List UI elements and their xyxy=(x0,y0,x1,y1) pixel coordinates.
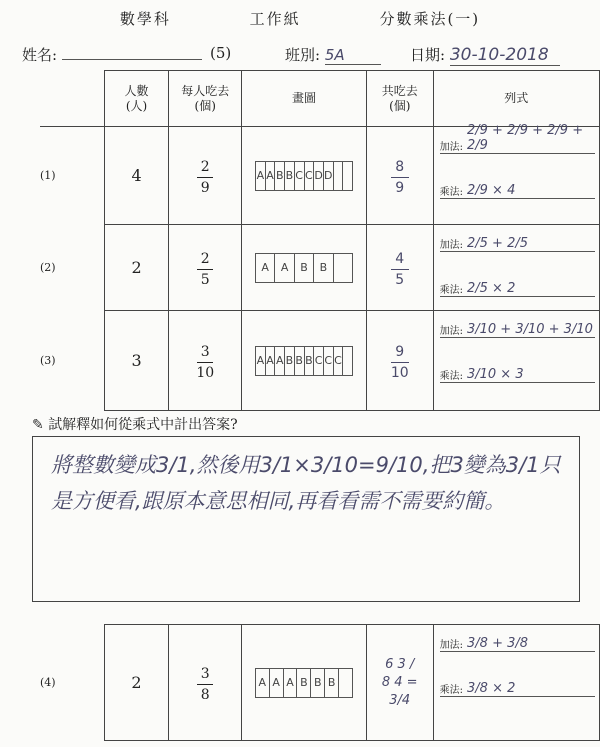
date-field xyxy=(410,44,560,66)
total-amount xyxy=(366,225,433,311)
each-fraction-denominator: 8 xyxy=(200,686,210,703)
total-amount xyxy=(366,625,433,741)
mul-label: 乘法: xyxy=(439,685,464,696)
people-count: 2 xyxy=(104,625,169,741)
each-fraction-denominator: 5 xyxy=(200,271,210,288)
add-label: 加法: xyxy=(439,240,463,251)
mul-line xyxy=(440,670,595,697)
total-fraction xyxy=(391,344,409,381)
drawing-cell: C xyxy=(324,347,334,375)
drawing-cell: D xyxy=(324,162,334,190)
worksheet-table xyxy=(40,70,600,411)
name-field xyxy=(22,44,202,65)
drawing-cell: C xyxy=(314,347,324,375)
drawing-cell: B xyxy=(311,669,325,697)
each-fraction-bar xyxy=(197,684,213,685)
each-fraction-bar xyxy=(197,269,213,270)
add-line xyxy=(440,625,595,652)
drawing-cell: B xyxy=(297,669,311,697)
each-fraction xyxy=(197,666,213,703)
each-fraction-denominator: 9 xyxy=(200,179,210,196)
class-label: 班別: xyxy=(285,46,321,64)
each-fraction-numerator: 2 xyxy=(200,250,210,267)
answer-box xyxy=(32,436,580,602)
mul-expression: 2/9 × 4 xyxy=(466,183,516,198)
expression-cell xyxy=(433,625,599,741)
each-fraction xyxy=(196,344,214,381)
table-body xyxy=(40,123,600,411)
header-expression: 列式 xyxy=(433,71,599,127)
drawing-cell: A xyxy=(266,347,276,375)
drawing-cell xyxy=(343,347,352,375)
drawing-cell-wrap xyxy=(241,625,366,741)
drawing-cell: B xyxy=(295,347,305,375)
mul-expression: 3/10 × 3 xyxy=(466,367,524,382)
class-value: 5A xyxy=(325,46,381,65)
each-amount xyxy=(169,625,242,741)
total-fraction-denominator: 10 xyxy=(390,364,409,381)
total-fraction xyxy=(391,251,409,288)
total-work: 6 3 / 8 4 = 3/4 xyxy=(381,656,418,708)
total-fraction-bar xyxy=(391,269,409,270)
drawing-cell: A xyxy=(256,669,270,697)
subject: 數學科 xyxy=(119,10,171,28)
each-amount xyxy=(169,127,242,225)
drawing-cell: A xyxy=(275,254,294,282)
table-row xyxy=(40,127,600,225)
drawing-cell-wrap xyxy=(242,311,367,411)
mul-label: 乘法: xyxy=(439,285,463,296)
total-amount xyxy=(366,127,433,225)
add-label: 加法: xyxy=(439,640,464,651)
drawing-cell xyxy=(334,162,344,190)
people-count: 3 xyxy=(104,311,169,411)
drawing-cell: B xyxy=(285,162,295,190)
worksheet-title xyxy=(0,8,600,29)
drawing-cell: B xyxy=(305,347,315,375)
topic: 分數乘法(一) xyxy=(379,10,481,28)
mul-line xyxy=(440,270,595,297)
drawing-cell: C xyxy=(305,162,315,190)
each-fraction-numerator: 3 xyxy=(200,665,210,682)
sheet-type: 工作紙 xyxy=(249,10,301,28)
date-value: 30-10-2018 xyxy=(450,45,560,66)
each-fraction-bar xyxy=(197,177,213,178)
each-amount xyxy=(169,311,242,411)
drawing-cell: A xyxy=(256,162,266,190)
drawing-cell: A xyxy=(270,669,284,697)
row-label: (3) xyxy=(40,354,56,367)
mul-expression: 3/8 × 2 xyxy=(467,681,516,696)
add-expression: 2/5 + 2/5 xyxy=(466,236,528,251)
drawing-cell-wrap xyxy=(242,127,367,225)
mul-label: 乘法: xyxy=(439,371,463,382)
total-fraction-bar xyxy=(391,362,409,363)
drawing-cell xyxy=(339,669,352,697)
mul-line xyxy=(440,356,595,383)
drawing-cell xyxy=(334,254,352,282)
row4-table xyxy=(40,624,600,741)
add-line xyxy=(440,311,595,338)
people-count: 2 xyxy=(104,225,169,311)
drawing-cell: C xyxy=(334,347,344,375)
total-fraction-numerator: 9 xyxy=(395,343,405,360)
drawing-cell: B xyxy=(295,254,314,282)
drawing-cell: B xyxy=(325,669,339,697)
expression-cell xyxy=(433,225,599,311)
people-count: 4 xyxy=(104,127,169,225)
class-number: (5) xyxy=(210,44,232,62)
header-row xyxy=(40,71,600,127)
drawing-cell: A xyxy=(266,162,276,190)
table-row xyxy=(40,311,600,411)
add-expression: 3/10 + 3/10 + 3/10 xyxy=(466,322,593,337)
drawing-box xyxy=(255,668,353,698)
mul-label: 乘法: xyxy=(439,187,463,198)
add-label: 加法: xyxy=(439,326,463,337)
total-fraction-denominator: 5 xyxy=(395,271,405,288)
class-field xyxy=(285,44,381,65)
add-line xyxy=(440,225,595,252)
each-fraction xyxy=(197,159,213,196)
header-total: 共吃去 (個) xyxy=(366,71,433,127)
each-fraction-denominator: 10 xyxy=(196,364,215,381)
each-amount xyxy=(169,225,242,311)
add-expression: 3/8 + 3/8 xyxy=(467,636,529,651)
name-label: 姓名: xyxy=(22,46,58,64)
row-label: (4) xyxy=(40,676,56,689)
total-fraction-numerator: 4 xyxy=(395,250,405,267)
drawing-box xyxy=(255,346,353,376)
date-label: 日期: xyxy=(410,46,446,64)
each-fraction-bar xyxy=(197,362,213,363)
drawing-box xyxy=(255,253,353,283)
mul-line xyxy=(440,172,595,199)
drawing-cell: B xyxy=(314,254,333,282)
question-text: 試解釋如何從乘式中計出答案? xyxy=(48,417,238,433)
drawing-box xyxy=(255,161,353,191)
name-blank xyxy=(62,59,202,60)
header-each: 每人吃去 (個) xyxy=(169,71,242,127)
total-fraction xyxy=(391,159,409,196)
expression-cell xyxy=(433,311,599,411)
drawing-cell: A xyxy=(275,347,285,375)
row-label: (2) xyxy=(40,261,56,274)
drawing-cell: C xyxy=(295,162,305,190)
mul-expression: 2/5 × 2 xyxy=(466,281,516,296)
pencil-icon: ✎ xyxy=(32,417,44,433)
add-label: 加法: xyxy=(439,142,463,153)
table-row xyxy=(40,625,600,741)
drawing-cell: D xyxy=(314,162,324,190)
header-drawing: 畫圖 xyxy=(242,71,367,127)
drawing-cell xyxy=(343,162,352,190)
add-expression: 2/9 + 2/9 + 2/9 + 2/9 xyxy=(466,123,584,153)
drawing-cell: A xyxy=(284,669,298,697)
each-fraction xyxy=(197,251,213,288)
each-fraction-numerator: 2 xyxy=(200,158,210,175)
header-people: 人數 (人) xyxy=(104,71,169,127)
total-amount xyxy=(366,311,433,411)
drawing-cell: B xyxy=(275,162,285,190)
drawing-cell-wrap xyxy=(242,225,367,311)
total-fraction-bar xyxy=(391,177,409,178)
drawing-cell: A xyxy=(256,347,266,375)
add-line xyxy=(439,123,595,154)
expression-cell xyxy=(433,123,599,225)
table-row xyxy=(40,225,600,311)
row-label: (1) xyxy=(40,169,56,183)
total-fraction-numerator: 8 xyxy=(395,158,405,175)
each-fraction-numerator: 3 xyxy=(200,343,210,360)
drawing-cell: B xyxy=(285,347,295,375)
total-fraction-denominator: 9 xyxy=(395,179,405,196)
answer-text: 將整數變成3/1,然後用3/1×3/10=9/10,把3變為3/1只是方便看,跟原本意思相同,再看看需不需要約簡。 xyxy=(51,453,561,513)
question-line xyxy=(32,414,238,434)
drawing-cell: A xyxy=(256,254,275,282)
